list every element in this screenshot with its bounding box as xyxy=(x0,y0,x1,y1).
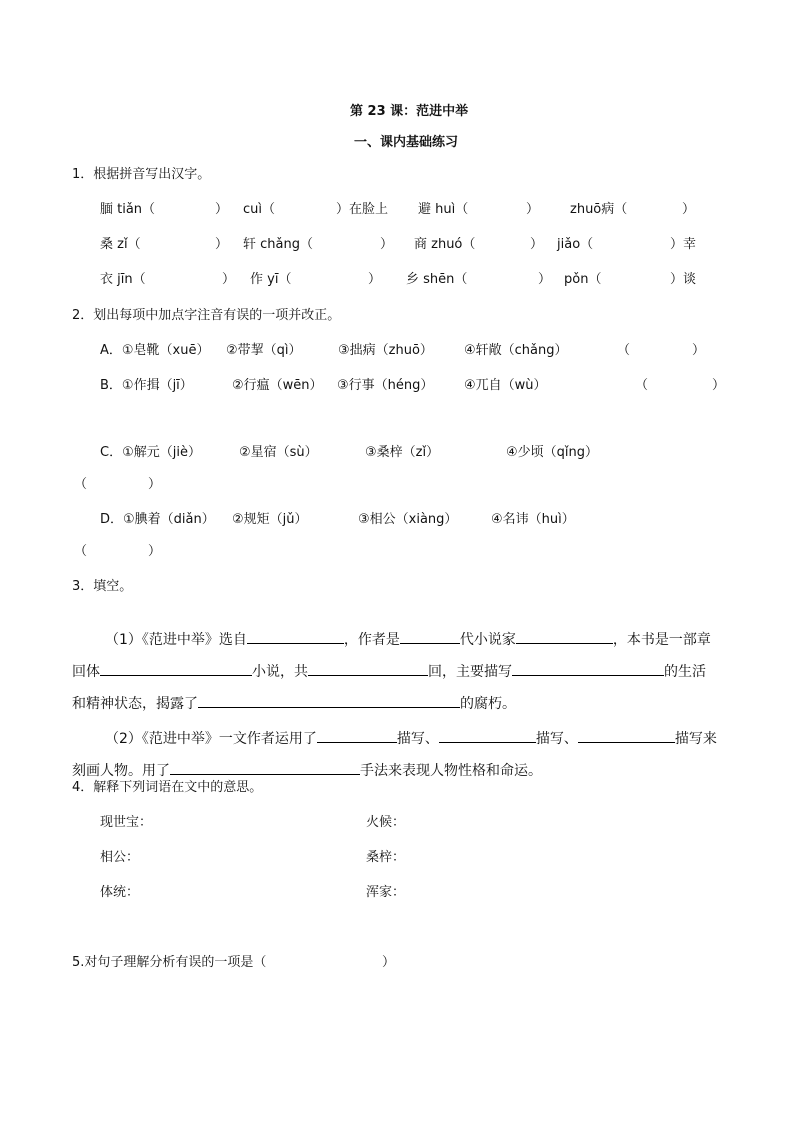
answer-paren-close: ） xyxy=(712,378,726,393)
q4-word: 桑梓： xyxy=(366,850,406,865)
blank-field[interactable] xyxy=(170,761,360,775)
q2-choice: B．①作揖（jī） xyxy=(100,378,193,393)
q3-line xyxy=(72,646,706,680)
q3-line xyxy=(105,614,711,648)
q1-item: ） xyxy=(538,272,552,287)
q3-text: 的腐朽。 xyxy=(460,696,516,712)
q1-item: 桑 zǐ（ xyxy=(100,237,141,252)
answer-paren-open: （ xyxy=(74,477,88,492)
q2-choice: ④轩敞（chǎng） xyxy=(464,343,568,358)
q1-item: ） xyxy=(215,202,229,217)
q3-prompt: 3．填空。 xyxy=(72,579,133,594)
blank-field[interactable] xyxy=(100,662,252,676)
q1-item: ）在脸上 xyxy=(336,202,389,217)
q1-item: ） xyxy=(368,272,382,287)
answer-paren-open: （ xyxy=(635,378,649,393)
q1-item: zhuō病（ xyxy=(570,202,628,217)
q3-text: 的生活 xyxy=(664,664,706,680)
blank-field[interactable] xyxy=(516,630,613,644)
q1-item: 作 yī（ xyxy=(250,272,292,287)
q1-item: ） xyxy=(380,237,394,252)
q4-word: 火候： xyxy=(366,815,406,830)
q4-word: 体统： xyxy=(100,885,140,900)
q3-line xyxy=(72,678,516,712)
answer-paren-open: （ xyxy=(617,343,631,358)
q2-choice: ③桑梓（zǐ） xyxy=(365,445,440,460)
answer-paren-close: ） xyxy=(692,343,706,358)
q3-text: 描写来 xyxy=(674,731,717,747)
q1-item: ）谈 xyxy=(670,272,697,287)
q2-choice: ②带挈（qì） xyxy=(226,343,302,358)
q4-word: 现世宝： xyxy=(100,815,153,830)
q3-text: 刻画人物。用了 xyxy=(72,763,170,779)
q3-text: 和精神状态，揭露了 xyxy=(72,696,198,712)
q1-item: 避 huì（ xyxy=(418,202,469,217)
q2-choice: ③行事（héng） xyxy=(337,378,434,393)
blank-field[interactable] xyxy=(439,729,536,743)
q2-choice: ②星宿（sù） xyxy=(239,445,318,460)
q5-prompt: 5.对句子理解分析有误的一项是（ xyxy=(72,955,267,970)
q3-text: 小说，共 xyxy=(252,664,308,680)
q1-item: cuì（ xyxy=(243,202,275,217)
q4-word: 相公： xyxy=(100,850,140,865)
section-heading: 一、课内基础练习 xyxy=(354,135,459,150)
q1-item: ） xyxy=(682,202,696,217)
q3-line xyxy=(105,713,717,747)
q3-text: 回，主要描写 xyxy=(428,664,512,680)
q1-item: ） xyxy=(222,272,236,287)
blank-field[interactable] xyxy=(198,694,460,708)
q3-text: 描写、 xyxy=(396,731,439,747)
q2-choice: C．①解元（jiè） xyxy=(100,445,201,460)
blank-field[interactable] xyxy=(400,630,460,644)
q1-item: 轩 chǎng（ xyxy=(243,237,313,252)
q2-choice: ④名讳（huì） xyxy=(491,512,575,527)
answer-paren-close: ） xyxy=(382,955,396,970)
blank-field[interactable] xyxy=(308,662,428,676)
q1-item: ） xyxy=(215,237,229,252)
q3-text: （2）《范进中举》一文作者运用了 xyxy=(105,731,317,747)
q1-item: 商 zhuó（ xyxy=(414,237,476,252)
q2-prompt: 2．划出每项中加点字注音有误的一项并改正。 xyxy=(72,308,341,323)
page-title: 第 23 课：范进中举 xyxy=(350,104,469,119)
q3-text: （1）《范进中举》选自 xyxy=(105,632,247,648)
q2-choice: A．①皂靴（xuē） xyxy=(100,343,210,358)
blank-field[interactable] xyxy=(317,729,397,743)
blank-field[interactable] xyxy=(247,630,344,644)
q1-prompt: 1．根据拼音写出汉字。 xyxy=(72,167,211,182)
q1-item: jiǎo（ xyxy=(557,237,594,252)
q2-choice: ②行瘟（wēn） xyxy=(232,378,323,393)
blank-field[interactable] xyxy=(578,729,675,743)
q1-item: pǒn（ xyxy=(564,272,602,287)
answer-paren-close: ） xyxy=(148,544,162,559)
q1-item: ） xyxy=(526,202,540,217)
q2-choice: ③拙病（zhuō） xyxy=(338,343,433,358)
q4-word: 浑家： xyxy=(366,885,406,900)
q2-choice: ②规矩（jǔ） xyxy=(232,512,308,527)
q1-item: 腼 tiǎn（ xyxy=(100,202,156,217)
q1-item: 衣 jīn（ xyxy=(100,272,146,287)
q2-choice: ④少顷（qǐng） xyxy=(506,445,599,460)
q1-item: 乡 shēn（ xyxy=(406,272,468,287)
q3-text: ，作者是 xyxy=(343,632,400,648)
q2-choice: D．①腆着（diǎn） xyxy=(100,512,215,527)
q3-line xyxy=(72,745,542,779)
q3-text: ，本书是一部章 xyxy=(612,632,711,648)
blank-field[interactable] xyxy=(512,662,664,676)
q3-text: 描写、 xyxy=(535,731,578,747)
q3-text: 代小说家 xyxy=(459,632,516,648)
answer-paren-open: （ xyxy=(74,544,88,559)
q1-item: ） xyxy=(530,237,544,252)
answer-paren-close: ） xyxy=(148,477,162,492)
q2-choice: ④兀自（wù） xyxy=(464,378,547,393)
q1-item: ）幸 xyxy=(670,237,697,252)
q4-prompt: 4．解释下列词语在文中的意思。 xyxy=(72,780,263,795)
q2-choice: ③相公（xiàng） xyxy=(358,512,458,527)
q3-text: 手法来表现人物性格和命运。 xyxy=(360,763,542,779)
q3-text: 回体 xyxy=(72,664,100,680)
